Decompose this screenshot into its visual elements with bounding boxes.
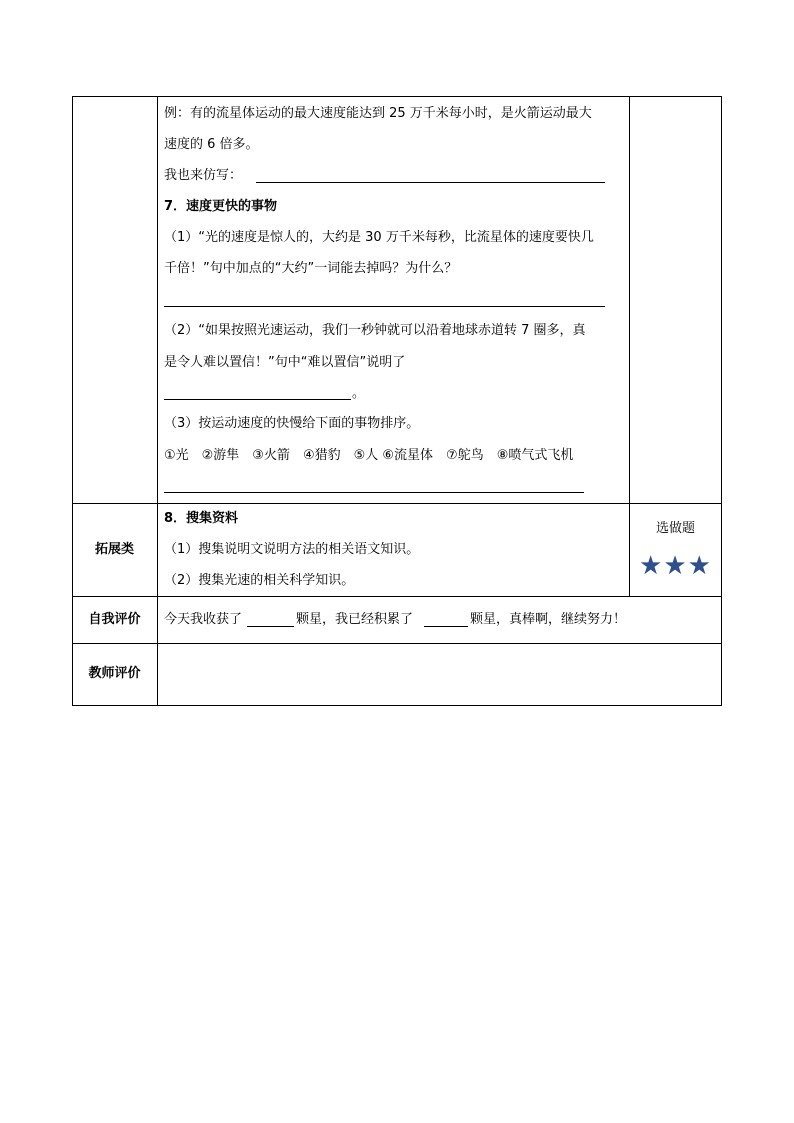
self-eval-text-b: 颗星，我已经积累了 — [296, 612, 414, 627]
q7-3: （3）按运动速度的快慢给下面的事物排序。 — [164, 416, 420, 431]
optional-label: 选做题 — [655, 521, 695, 536]
col-divider-2 — [629, 96, 630, 504]
row-divider-1 — [72, 503, 722, 504]
self-eval-text-a: 今天我收获了 — [164, 612, 243, 627]
row-divider-3 — [72, 643, 722, 644]
col-divider-2b — [629, 504, 630, 597]
row-divider-2 — [72, 596, 722, 597]
col-divider-1 — [157, 96, 158, 706]
q7-1-line2: 千倍！”句中加点的“大约”一词能去掉吗？为什么？ — [164, 261, 458, 276]
q7-3-items: ①光 ②游隼 ③火箭 ④猎豹 ⑤人 ⑥流星体 ⑦鸵鸟 ⑧喷气式飞机 — [164, 448, 574, 463]
imitate-answer-line[interactable] — [256, 182, 605, 183]
q8-1: （1）搜集说明文说明方法的相关语文知识。 — [164, 542, 420, 557]
self-eval-blank-2[interactable] — [424, 626, 468, 627]
self-eval-blank-1[interactable] — [247, 626, 294, 627]
q7-2-line1: （2）“如果按照光速运动，我们一秒钟就可以沿着地球赤道转 7 圈多，真 — [164, 323, 586, 338]
star-rating: ★★★ — [639, 551, 712, 581]
q7-2-line2: 是令人难以置信！”句中“难以置信”说明了 — [164, 355, 406, 370]
q7-2-answer-line[interactable] — [164, 399, 351, 400]
q7-1-answer-line[interactable] — [164, 306, 605, 307]
q7-title: 7．速度更快的事物 — [164, 199, 278, 214]
imitate-label: 我也来仿写： — [164, 168, 243, 183]
self-eval-label: 自我评价 — [88, 612, 141, 627]
q8-title: 8．搜集资料 — [164, 511, 239, 526]
q7-1-line1: （1）“光的速度是惊人的，大约是 30 万千米每秒，比流星体的速度要快几 — [164, 230, 594, 245]
example-sentence: 例：有的流星体运动的最大速度能达到 25 万千米每小时，是火箭运动最大 — [164, 106, 592, 121]
q7-2-period: 。 — [352, 386, 366, 401]
example-sentence-cont: 速度的 6 倍多。 — [164, 137, 259, 152]
q8-2: （2）搜集光速的相关科学知识。 — [164, 573, 355, 588]
category-label: 拓展类 — [94, 542, 134, 557]
q7-3-answer-line[interactable] — [164, 492, 584, 493]
self-eval-text-c: 颗星，真棒啊，继续努力！ — [470, 612, 627, 627]
teacher-eval-label: 教师评价 — [88, 666, 141, 681]
